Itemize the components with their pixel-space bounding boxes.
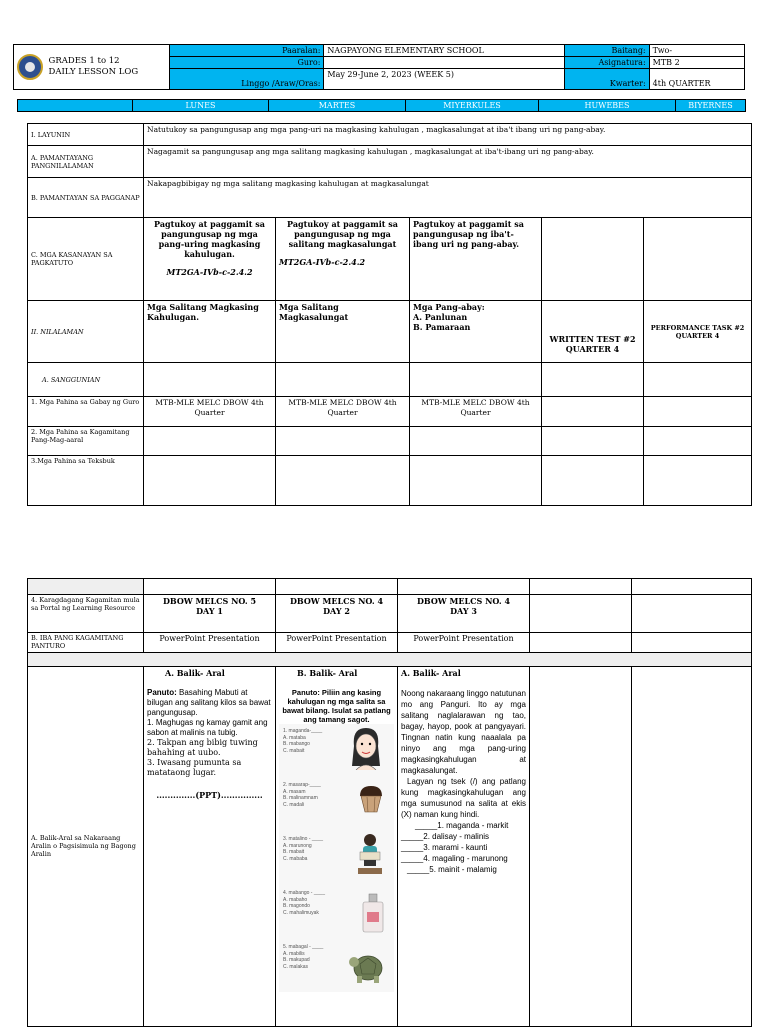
dbow-tue-title: DBOW MELCS NO. 4 xyxy=(289,596,384,606)
ws-item-2-word: 2. masarap-____ xyxy=(283,782,321,788)
dbow-wed-day: DAY 3 xyxy=(450,606,477,616)
balik-tue-heading: B. Balik- Aral xyxy=(297,668,358,678)
kasanayan-mon-text: Pagtukoy at paggamit sa pangungusap ng mga pang-uring magkasing kahulugan. xyxy=(154,219,265,259)
ws-item-3-word: 3. matalino - ____ xyxy=(283,836,324,842)
day-miyerkules: MIYERKULES xyxy=(406,100,539,112)
ws-item-3 xyxy=(283,836,323,862)
grades-line1: GRADES 1 to 12 xyxy=(48,56,120,66)
ws-item-2-a: A. masam xyxy=(283,788,306,795)
lesson-table-part1 xyxy=(27,123,752,506)
ws-item-1-a: A. mataba xyxy=(283,734,306,741)
balik-tue xyxy=(276,667,398,1027)
day-huwebes: HUWEBES xyxy=(539,100,676,112)
ws-item-2 xyxy=(283,782,321,808)
balik-thu xyxy=(530,667,632,1027)
kagamitan-thu xyxy=(542,427,644,456)
ppt-mon: PowerPoint Presentation xyxy=(144,633,276,653)
kasanayan-fri xyxy=(644,218,752,301)
kasanayan-wed: Pagtukoy at paggamit sa pangungusap ng iba't-ibang uri ng pang-abay. xyxy=(410,218,542,301)
balik-wed xyxy=(398,667,530,1027)
dbow-fri xyxy=(632,595,752,633)
pagganap-text: Nakapagbibigay ng mga salitang magkasing kahulugan at magkasalungat xyxy=(144,178,752,218)
ws-item-1 xyxy=(283,728,322,754)
turtle-icon xyxy=(348,946,386,986)
cupcake-icon xyxy=(356,784,386,814)
ws-item-1-word: 1. maganda-____ xyxy=(283,728,323,734)
paaralan-label: Paaralan: xyxy=(169,45,324,57)
ppt-fri xyxy=(632,633,752,653)
day-biyernes: BIYERNES xyxy=(676,100,746,112)
balik-wed-heading: A. Balik- Aral xyxy=(401,668,461,678)
ws-item-4 xyxy=(283,890,325,916)
t2-top-tue xyxy=(276,579,398,595)
layunin-text: Natutukoy sa pangungusap ang mga pang-uri na magkasing kahulugan , magkasalungat at iba't ibang uri ng pang-abay. xyxy=(144,124,752,146)
sanggunian-mon xyxy=(144,363,276,397)
deped-seal-icon xyxy=(17,54,43,80)
balik-mon xyxy=(144,667,276,1027)
t2-top-thu xyxy=(530,579,632,595)
balik-wed-item2: _____2. dalisay - malinis xyxy=(401,832,490,841)
dbow-tue-day: DAY 2 xyxy=(323,606,350,616)
kasanayan-mon xyxy=(144,218,276,301)
student-reading-icon xyxy=(354,832,386,876)
kasanayan-mon-code: MT2GA-IVb-c-2.4.2 xyxy=(166,267,253,277)
day-martes: MARTES xyxy=(269,100,406,112)
ws-item-4-word: 4. mabango - ____ xyxy=(283,890,325,896)
kasanayan-tue xyxy=(276,218,410,301)
balik-wed-instruction: Lagyan ng tsek (/) ang patlang kung magkasingkahulugan ang mga sumusunod na salita at ekis (X) naman kung hindi. xyxy=(401,777,526,819)
nilalaman-label: II. NILALAMAN xyxy=(28,301,144,363)
ws-item-3-c: C. mababa xyxy=(283,855,308,862)
ws-item-4-c: C. mahalimuyak xyxy=(283,909,319,916)
kwarter-value: 4th QUARTER xyxy=(649,69,744,90)
ws-item-4-b: B. magondo xyxy=(283,903,310,909)
separator-row xyxy=(28,653,752,667)
dbow-thu xyxy=(530,595,632,633)
day-lunes: LUNES xyxy=(133,100,269,112)
kwarter-label: Kwarter: xyxy=(564,69,649,90)
gabay-thu xyxy=(542,397,644,427)
dbow-mon-title: DBOW MELCS NO. 5 xyxy=(162,596,257,606)
teksbuk-mon xyxy=(144,456,276,506)
balik-wed-intro: Noong nakaraang linggo natutunan mo ang Panguri. Ito ay mga salitang naglalarawan ng tao, bagay, hayop, pook at pangyayari. Tingnan natin kung naaalala pa ninyo ang mga pang-uring magkasingkahulugan at magkasalungat. xyxy=(401,689,526,775)
baitang-label: Baitang: xyxy=(564,45,649,57)
performance-task: PERFORMANCE TASK #2 QUARTER 4 xyxy=(644,301,752,363)
dbow-mon xyxy=(144,595,276,633)
balik-label: A. Balik-Aral sa Nakaraang Aralin o Pagsisimula ng Bagong Aralin xyxy=(28,667,144,1027)
balik-wed-item3: _____3. marami - kaunti xyxy=(401,843,488,852)
sanggunian-label: A. SANGGUNIAN xyxy=(28,363,144,397)
written-test: WRITTEN TEST #2 QUARTER 4 xyxy=(542,301,644,363)
gabay-mon: MTB-MLE MELC DBOW 4th Quarter xyxy=(144,397,276,427)
ws-item-5 xyxy=(283,944,323,970)
ppt-tue: PowerPoint Presentation xyxy=(276,633,398,653)
lesson-table-part2 xyxy=(27,578,752,1027)
balik-wed-items xyxy=(401,820,526,875)
kagamitan-fri xyxy=(644,427,752,456)
t2-top-fri xyxy=(632,579,752,595)
ws-item-1-c: C. mabait xyxy=(283,747,305,754)
ws-item-1-b: B. mabango xyxy=(283,741,310,747)
pagganap-label: B. PAMANTAYAN SA PAGGANAP xyxy=(28,178,144,218)
kasanayan-tue-code: MT2GA-IVb-c-2.4.2 xyxy=(279,257,366,267)
worksheet-image xyxy=(279,724,394,992)
nilalaman-tue: Mga Salitang Magkasalungat xyxy=(276,301,410,363)
perfume-bottle-icon xyxy=(360,892,386,934)
kagamitan-label: 2. Mga Pahina sa Kagamitang Pang-Mag-aaral xyxy=(28,427,144,456)
gabay-wed: MTB-MLE MELC DBOW 4th Quarter xyxy=(410,397,542,427)
linggo-value: May 29-June 2, 2023 (WEEK 5) xyxy=(324,69,564,90)
gabay-label: 1. Mga Pahina sa Gabay ng Guro xyxy=(28,397,144,427)
nilalaman-wed xyxy=(410,301,542,363)
balik-wed-item5: _____5. mainit - malamig xyxy=(407,865,497,874)
balik-fri xyxy=(632,667,752,1027)
layunin-label: I. LAYUNIN xyxy=(28,124,144,146)
teksbuk-tue xyxy=(276,456,410,506)
grades-title xyxy=(49,56,139,78)
nilalaman-wed-a: A. Panlunan xyxy=(413,312,468,322)
sanggunian-fri xyxy=(644,363,752,397)
kasanayan-thu xyxy=(542,218,644,301)
ws-item-5-b: B. makupad xyxy=(283,957,310,963)
ws-item-3-a: A. marunong xyxy=(283,842,312,849)
ws-item-2-c: C. madali xyxy=(283,801,305,808)
guro-value xyxy=(324,57,564,69)
kagamitan-mon xyxy=(144,427,276,456)
teksbuk-label: 3.Mga Pahina sa Teksbuk xyxy=(28,456,144,506)
kasanayan-label: C. MGA KASANAYAN SA PAGKATUTO xyxy=(28,218,144,301)
dbow-mon-day: DAY 1 xyxy=(196,606,223,616)
t2-top-wed xyxy=(398,579,530,595)
asignatura-value: MTB 2 xyxy=(649,57,744,69)
dbow-tue xyxy=(276,595,398,633)
paaralan-value: NAGPAYONG ELEMENTARY SCHOOL xyxy=(324,45,564,57)
iba-label: B. IBA PANG KAGAMITANG PANTURO xyxy=(28,633,144,653)
t2-top-mon xyxy=(144,579,276,595)
balik-mon-item3: 3. Iwasang pumunta sa matataong lugar. xyxy=(147,758,242,777)
dbow-wed xyxy=(398,595,530,633)
gabay-tue: MTB-MLE MELC DBOW 4th Quarter xyxy=(276,397,410,427)
t2-top-blank xyxy=(28,579,144,595)
teksbuk-thu xyxy=(542,456,644,506)
asignatura-label: Asignatura: xyxy=(564,57,649,69)
gabay-fri xyxy=(644,397,752,427)
days-bar xyxy=(17,99,746,112)
balik-mon-panuto-label: Panuto: xyxy=(147,688,177,697)
balik-mon-ppt: ..............(PPT)............... xyxy=(156,790,263,800)
nilalaman-wed-b: B. Pamaraan xyxy=(413,322,471,332)
balik-mon-heading: A. Balik- Aral xyxy=(165,668,225,678)
sanggunian-thu xyxy=(542,363,644,397)
grades-line2: DAILY LESSON LOG xyxy=(48,67,139,77)
karagdagang-label: 4. Karagdagang Kagamitan mula sa Portal ng Learning Resource xyxy=(28,595,144,633)
header-logo-cell xyxy=(14,45,170,90)
pamantayang-label: A. PAMANTAYANG PANGNILALAMAN xyxy=(28,146,144,178)
ws-item-5-word: 5. mabagal - ____ xyxy=(283,944,324,950)
kasanayan-tue-text: Pagtukoy at paggamit sa pangungusap ng mga salitang magkasalungat xyxy=(287,219,398,249)
nilalaman-wed-title: Mga Pang-abay: xyxy=(413,302,485,312)
baitang-value: Two- xyxy=(649,45,744,57)
balik-mon-panuto xyxy=(147,688,272,718)
girl-face-icon xyxy=(346,726,386,770)
ws-item-5-c: C. malakas xyxy=(283,963,309,970)
balik-wed-item1: _____1. maganda - markit xyxy=(415,821,509,830)
guro-label: Guro: xyxy=(169,57,324,69)
teksbuk-fri xyxy=(644,456,752,506)
balik-wed-item4: _____4. magaling - marunong xyxy=(401,854,508,863)
ws-item-4-a: A. mabaho xyxy=(283,896,308,903)
balik-tue-panuto: Panuto: Piliin ang kasing kahulugan ng mga salita sa bawat bilang. Isulat sa patlang ang tamang sagot. xyxy=(282,688,391,724)
sanggunian-tue xyxy=(276,363,410,397)
sanggunian-wed xyxy=(410,363,542,397)
pamantayang-text: Nagagamit sa pangungusap ang mga salitang magkasing kahulugan , magkasalungat at iba't-ibang uri ng pang-abay. xyxy=(144,146,752,178)
balik-mon-item2: 2. Takpan ang bibig tuwing bahahing at uubo. xyxy=(147,738,258,757)
ws-item-2-b: B. malinamnam xyxy=(283,795,318,801)
ppt-wed: PowerPoint Presentation xyxy=(398,633,530,653)
days-blank xyxy=(18,100,133,112)
nilalaman-mon: Mga Salitang Magkasing Kahulugan. xyxy=(144,301,276,363)
linggo-label: Linggo /Araw/Oras: xyxy=(169,69,324,90)
kagamitan-tue xyxy=(276,427,410,456)
header-table xyxy=(13,44,745,90)
ws-item-3-b: B. mabait xyxy=(283,849,305,855)
kagamitan-wed xyxy=(410,427,542,456)
balik-mon-panuto-text: Basahing Mabuti at bilugan ang salitang kilos sa bawat pangungusap. xyxy=(147,688,271,717)
ppt-thu xyxy=(530,633,632,653)
teksbuk-wed xyxy=(410,456,542,506)
balik-mon-item1: 1. Maghugas ng kamay gamit ang sabon at malinis na tubig. xyxy=(147,718,268,737)
dbow-wed-title: DBOW MELCS NO. 4 xyxy=(416,596,511,606)
ws-item-5-a: A. mabilis xyxy=(283,950,305,957)
